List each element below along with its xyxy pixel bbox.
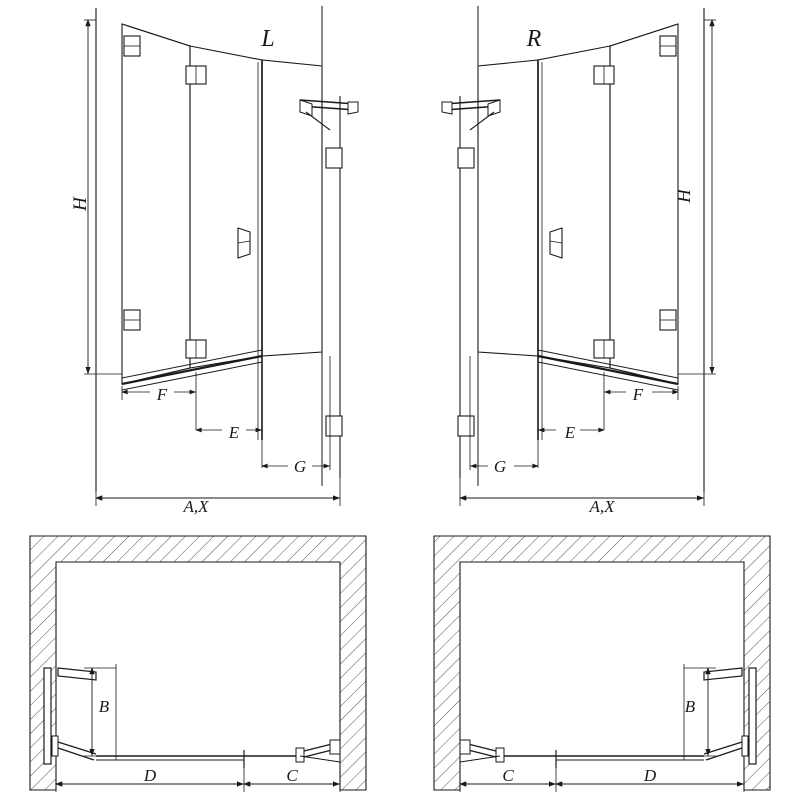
label-d-left: D — [143, 766, 157, 785]
wall-bracket-bottom-right — [326, 416, 342, 436]
sill-thick-right — [538, 356, 678, 384]
plan-right-view — [434, 536, 770, 792]
dimension-d-left — [56, 766, 244, 792]
panel-g-glass-right — [478, 60, 538, 356]
label-height-right: H — [674, 189, 695, 203]
label-panel-g-left: G — [293, 457, 307, 476]
stabiliser-bar — [300, 100, 358, 130]
door-open-leaf — [58, 668, 96, 680]
door-handle-right — [550, 228, 562, 258]
stabiliser-plan-left — [296, 740, 340, 762]
label-d-right: D — [643, 766, 657, 785]
dimension-height-right — [674, 20, 716, 374]
panel-e-glass-right — [538, 46, 610, 368]
label-c-left: C — [286, 766, 298, 785]
label-panel-g-right: G — [493, 457, 507, 476]
dimension-c-left — [244, 766, 340, 792]
wall-hatch-left — [30, 536, 366, 790]
hinge-bottom-right — [660, 310, 676, 330]
hinge-bottom-middle-right — [594, 340, 614, 358]
wall-bracket-top-left — [458, 148, 474, 168]
label-width-right: A,X — [589, 497, 615, 516]
wall-bracket-bottom-left — [458, 416, 474, 436]
dimension-width-left — [96, 478, 340, 516]
sill-line-b — [122, 362, 262, 390]
door-open-leaf-right — [704, 668, 742, 680]
sill-line-b-right — [538, 362, 678, 390]
panel-g-glass — [262, 60, 322, 356]
plan-left-view — [30, 536, 366, 792]
label-b-right: B — [684, 697, 696, 716]
hinge-top-middle-right — [594, 66, 614, 84]
wall-hatch-right — [434, 536, 770, 790]
label-width-left: A,X — [183, 497, 209, 516]
dimension-width-right — [460, 478, 704, 516]
label-panel-e-left: E — [228, 423, 240, 442]
label-height-left: H — [70, 197, 91, 211]
label-b-left: B — [98, 697, 110, 716]
label-panel-e-right: E — [564, 423, 576, 442]
elevation-left-view — [70, 6, 358, 516]
hinge-bottom-middle — [186, 340, 206, 358]
dimension-c-right — [460, 766, 556, 792]
label-panel-f-right: F — [632, 385, 644, 404]
sill-thick — [122, 356, 262, 384]
hinge-bottom-left — [124, 310, 140, 330]
dimension-d-right — [556, 766, 744, 792]
elevation-right-view — [442, 6, 716, 516]
hinge-top-left — [124, 36, 140, 56]
view-name-right: R — [526, 26, 542, 52]
view-name-left: L — [261, 26, 275, 52]
hinge-top-right — [660, 36, 676, 56]
door-panel-vertical — [44, 668, 51, 764]
label-panel-f-left: F — [156, 385, 168, 404]
label-c-right: C — [502, 766, 514, 785]
hinge-top-middle — [186, 66, 206, 84]
stabiliser-bar-right — [442, 100, 500, 130]
door-panel-vertical-right — [749, 668, 756, 764]
wall-bracket-top-right — [326, 148, 342, 168]
stabiliser-plan-right — [460, 740, 504, 762]
door-handle — [238, 228, 250, 258]
panel-e-glass — [190, 46, 262, 368]
